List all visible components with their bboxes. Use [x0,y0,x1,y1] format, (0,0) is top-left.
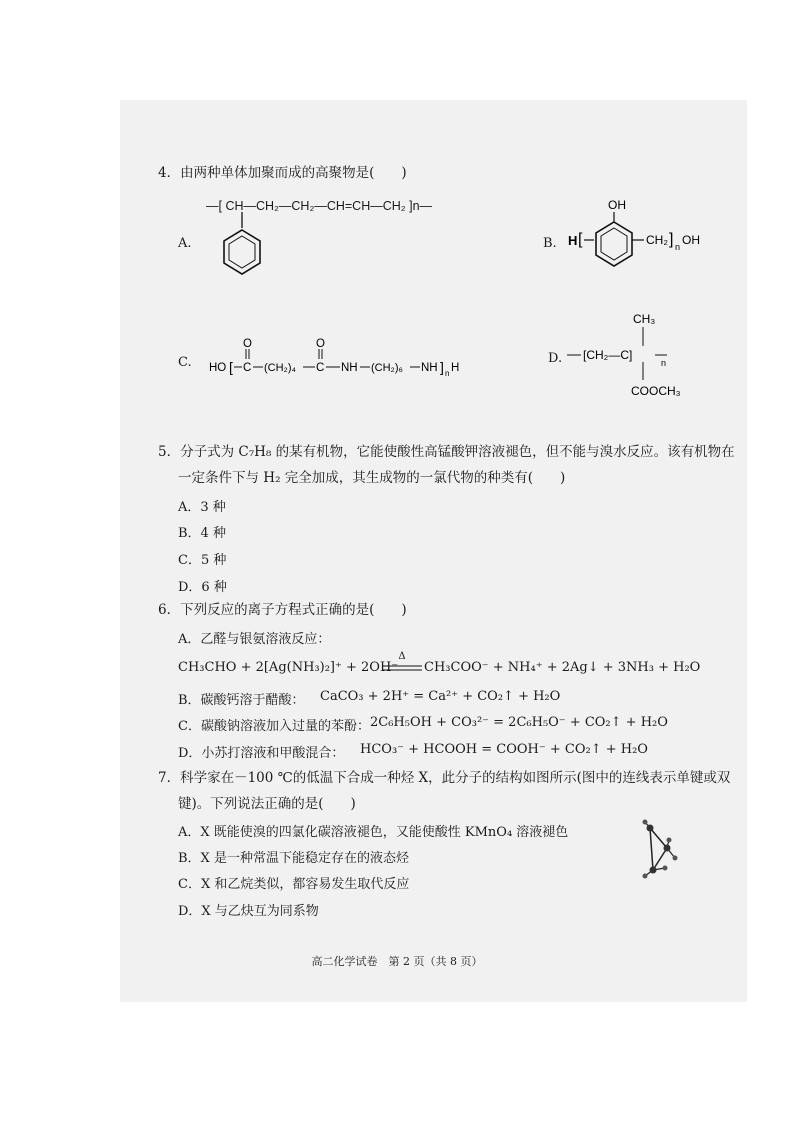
page-footer: 高二化学试卷 第 2 页（共 8 页） [311,955,483,968]
q7-line1: 7．科学家在－100 ℃的低温下合成一种烃 X，此分子的结构如图所示(图中的连线表示单键或双 [158,770,731,786]
q4-c-h-end: H [451,362,460,374]
q7-option-a: A．X 既能使溴的四氯化碳溶液褪色，又能使酸性 KMnO₄ 溶液褪色 [178,825,569,840]
q7-option-c: C．X 和乙烷类似，都容易发生取代反应 [178,877,410,892]
q4-stem: 4．由两种单体加聚而成的高聚物是( ) [158,165,407,181]
svg-text:[: [ [578,231,583,248]
q4-d-n: n [661,358,667,368]
q4-b-n: n [675,242,681,252]
q4-option-c-label: C. [178,355,192,370]
q6-option-c-eq: 2C₆H₅OH + CO₃²⁻ = 2C₆H₅O⁻ + CO₂↑ + H₂O [370,715,668,730]
q4-option-b-label: B. [543,236,557,251]
q4-b-oh-end: OH [682,233,700,247]
svg-text:]: ] [440,359,444,375]
q7-molecule-x-figure [625,818,695,898]
q4-c-nh: NH [341,362,358,374]
q6-option-a-text: A．乙醛与银氨溶液反应： [178,632,331,647]
q4-d-ch3: CH₃ [633,312,656,326]
q4-c-c1: C [243,362,252,374]
q6-option-a-eq-sign [382,664,422,672]
q5-option-d: D．6 种 [178,580,227,595]
q4-option-c-structure [207,336,477,386]
q7-option-d: D．X 与乙炔互为同系物 [178,904,319,919]
q4-c-ch2n: (CH₂)₆ [371,362,403,374]
q6-option-d-eq: HCO₃⁻ + HCOOH = COOH⁻ + CO₂↑ + H₂O [360,742,648,757]
q4-c-o2: O [316,338,325,350]
q4-c-ho: HO [209,362,227,374]
q6-option-a-eq-right: CH₃COO⁻ + NH₄⁺ + 2Ag↓ + 3NH₃ + H₂O [424,660,701,675]
q4-c-n: n [445,369,450,378]
q4-option-d-label: D. [548,351,563,366]
q4-d-chain: [CH₂—C] [583,348,633,362]
q4-option-a-benzene [220,210,280,290]
q4-option-d-structure [565,308,715,403]
q4-b-oh-top: OH [608,198,626,212]
q4-b-prefix: H [568,233,578,248]
q4-c-o1: O [243,338,252,350]
q7-line2: 键)。下列说法正确的是( ) [178,796,356,812]
q4-c-c2: C [316,362,325,374]
q6-option-d-text: D．小苏打溶液和甲酸混合： [178,746,345,761]
q4-option-a-label: A. [178,236,192,251]
q4-option-a-chain: —[ CH—CH₂—CH₂—CH=CH—CH₂ ]n— [206,199,433,213]
q5-line2: 一定条件下与 H₂ 完全加成，其生成物的一氯代物的种类有( ) [178,470,566,486]
q4-c-nh-end: NH [421,362,438,374]
q4-option-b-structure [560,196,740,296]
q4-b-chain-end: CH₂ [646,233,668,247]
q6-option-b-eq: CaCO₃ + 2H⁺ = Ca²⁺ + CO₂↑ + H₂O [320,689,561,704]
q6-option-a-eq-left: CH₃CHO + 2[Ag(NH₃)₂]⁺ + 2OH⁻ [178,660,399,675]
q6-option-a-condition: Δ [398,651,406,662]
q5-line1: 5．分子式为 C₇H₈ 的某有机物，它能使酸性高锰酸钾溶液褪色，但不能与溴水反应。该有机物在 [158,444,735,460]
q5-option-c: C．5 种 [178,553,227,568]
q4-d-cooch3: COOCH₃ [631,384,681,398]
q5-option-a: A．3 种 [178,500,226,515]
q4-c-mid: (CH₂)₄ [264,362,296,374]
q5-option-b: B．4 种 [178,526,226,541]
svg-text:[: [ [229,359,233,375]
svg-text:]: ] [669,231,674,248]
q6-option-b-text: B．碳酸钙溶于醋酸： [178,693,305,708]
q6-stem: 6．下列反应的离子方程式正确的是( ) [158,602,407,618]
q7-option-b: B．X 是一种常温下能稳定存在的液态烃 [178,851,409,866]
q6-option-c-text: C．碳酸钠溶液加入过量的苯酚： [178,719,370,734]
